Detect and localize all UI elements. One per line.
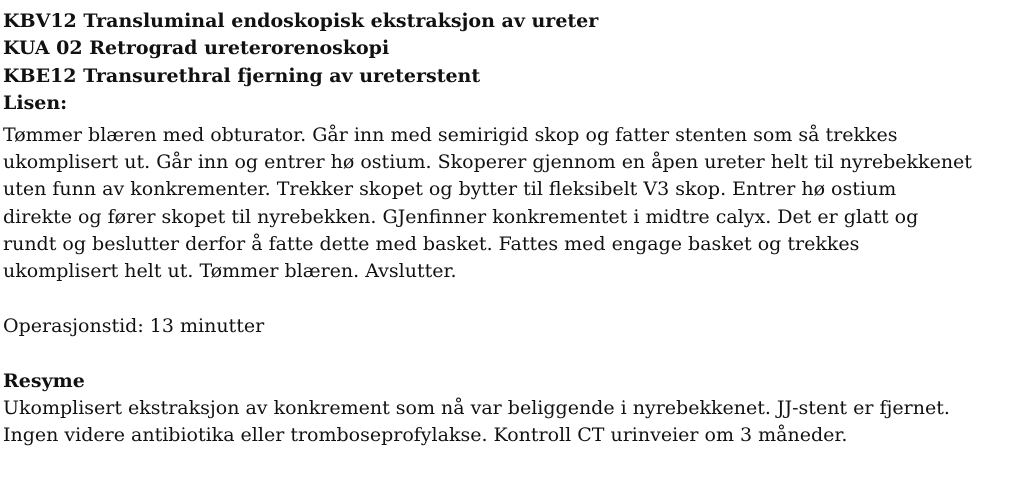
description-line: direkte og fører skopet til nyrebekken. GJenfinner konkrementet i midtre calyx. Det er glatt og xyxy=(3,205,919,228)
summary-heading: Resyme xyxy=(3,369,85,392)
procedure-code-line: KBV12 Transluminal endoskopisk ekstraksjon av ureter xyxy=(3,10,599,32)
description-line: rundt og beslutter derfor å fatte dette med basket. Fattes med engage basket og trekkes xyxy=(3,233,860,256)
procedure-description xyxy=(3,122,1019,286)
spacer xyxy=(3,101,1019,122)
summary-line: Ingen videre antibiotika eller tromboseprofylakse. Kontroll CT urinveier om 3 måneder. xyxy=(3,424,848,447)
operation-time: Operasjonstid: 13 minutter xyxy=(3,314,265,337)
description-line: Tømmer blæren med obturator. Går inn med semirigid skop og fatter stenten som så trekkes xyxy=(3,123,898,146)
spacer xyxy=(3,340,1019,367)
procedure-code-line: KBE12 Transurethral fjerning av ureterstent xyxy=(3,64,481,87)
summary-line: Ukomplisert ekstraksjon av konkrement som nå var beliggende i nyrebekkenet. JJ-stent er fjernet. xyxy=(3,396,950,419)
truncated-heading xyxy=(3,90,1019,114)
description-line: ukomplisert helt ut. Tømmer blæren. Avslutter. xyxy=(3,260,457,283)
description-line: ukomplisert ut. Går inn og entrer hø ostium. Skoperer gjennom en åpen ureter helt til nyrebekkenet xyxy=(3,151,972,174)
procedure-code-line: KUA 02 Retrograd ureterorenoskopi xyxy=(3,37,390,60)
procedure-code-list xyxy=(3,8,1019,90)
description-line: uten funn av konkrementer. Trekker skopet og bytter til fleksibelt V3 skop. Entrer hø ostium xyxy=(3,178,897,201)
summary-section xyxy=(3,368,1019,450)
spacer xyxy=(3,286,1019,313)
truncated-heading-text: Lisen: xyxy=(3,91,68,114)
document-page xyxy=(3,8,1019,449)
